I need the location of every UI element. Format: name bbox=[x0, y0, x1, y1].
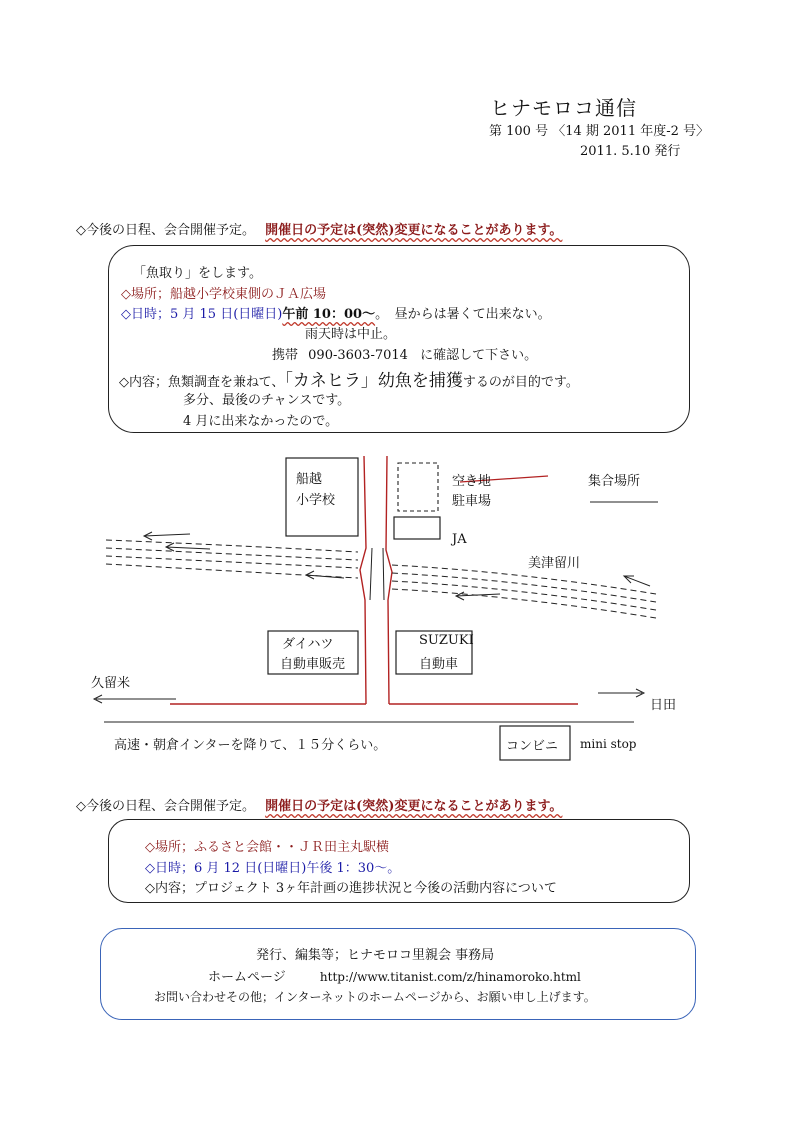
event-content-highlight: 「カネヒラ」幼魚を捕獲 bbox=[284, 371, 463, 391]
issue-date: 2011. 5.10 発行 bbox=[580, 144, 681, 159]
schedule-notice: 開催日の予定は(突然)変更になることがあります。 bbox=[265, 223, 563, 238]
event-content-3: 4 月に出来なかったので。 bbox=[183, 414, 339, 429]
map-ministop: mini stop bbox=[580, 737, 637, 751]
empty-lot bbox=[398, 463, 438, 511]
map-ja: JA bbox=[452, 532, 467, 547]
event-content-2: 多分、最後のチャンスです。 bbox=[183, 393, 351, 408]
event-datetime-note: 。 昼からは暑くて出来ない。 bbox=[375, 307, 551, 322]
meeting-content: ◇内容；プロジェクト 3ヶ年計画の進捗状況と今後の活動内容について bbox=[145, 881, 557, 896]
event-datetime-time: 午前 10：00～ bbox=[282, 307, 376, 322]
map-school-1: 船越 bbox=[296, 472, 323, 487]
map-daihatsu-1: ダイハツ bbox=[282, 637, 334, 652]
map-conbini: コンビニ bbox=[506, 739, 559, 754]
map-lot-2: 駐車場 bbox=[452, 494, 492, 509]
footer-inquiry: お問い合わせその他；インターネットのホームページから、お願い申し上げます。 bbox=[154, 990, 596, 1004]
event-place: ◇場所；船越小学校東側のＪＡ広場 bbox=[121, 287, 326, 302]
map-river: 美津留川 bbox=[528, 556, 581, 571]
phone-note: に確認して下さい。 bbox=[420, 348, 538, 363]
phone-label: 携帯 bbox=[272, 348, 299, 363]
bridge-left bbox=[370, 548, 372, 600]
phone-number: 090-3603-7014 bbox=[308, 348, 408, 363]
rain-note: 雨天時は中止。 bbox=[305, 327, 397, 342]
event-title: 「魚取り」をします。 bbox=[133, 266, 262, 281]
road-right-edge bbox=[386, 456, 392, 704]
footer-homepage bbox=[208, 966, 581, 985]
schedule-notice-2: 開催日の予定は(突然)変更になることがあります。 bbox=[265, 799, 563, 814]
road-left-edge bbox=[360, 456, 366, 704]
river-west bbox=[106, 540, 358, 578]
schedule-heading-label: ◇今後の日程、会合開催予定。 bbox=[76, 223, 255, 238]
schedule-heading-2-label: ◇今後の日程、会合開催予定。 bbox=[76, 799, 255, 814]
river-east bbox=[392, 565, 656, 618]
bridge-right bbox=[383, 548, 384, 600]
map-daihatsu-2: 自動車販売 bbox=[280, 657, 346, 672]
event-datetime-date: ◇日時；5 月 15 日(日曜日) bbox=[121, 307, 283, 322]
newsletter-title: ヒナモロコ通信 bbox=[490, 96, 637, 120]
map-hita: 日田 bbox=[650, 698, 677, 713]
ja-building bbox=[394, 517, 440, 539]
footer-homepage-link[interactable]: http://www.titanist.com/z/hinamoroko.html bbox=[319, 970, 581, 984]
event-content-tail: するのが目的です。 bbox=[462, 375, 579, 390]
map-suzuki-1: SUZUKI bbox=[419, 633, 474, 648]
map-suzuki-2: 自動車 bbox=[419, 657, 459, 672]
map-meeting: 集合場所 bbox=[588, 474, 641, 489]
map-lot-1: 空き地 bbox=[452, 474, 492, 489]
event-content-label: ◇内容；魚類調査を兼ねて、 bbox=[119, 375, 285, 390]
meeting-place: ◇場所；ふるさと会館・・ＪＲ田主丸駅横 bbox=[145, 840, 389, 855]
schedule-heading-2 bbox=[76, 795, 562, 814]
map-school-2: 小学校 bbox=[296, 493, 336, 508]
footer-publisher: 発行、編集等；ヒナモロコ里親会 事務局 bbox=[256, 948, 495, 963]
meeting-datetime: ◇日時；6 月 12 日(日曜日)午後 1：30～。 bbox=[145, 861, 401, 876]
map-access: 高速・朝倉インターを降りて、１５分くらい。 bbox=[114, 738, 387, 753]
footer-homepage-label: ホームページ bbox=[208, 970, 286, 985]
issue-number: 第 100 号 〈14 期 2011 年度-2 号〉 bbox=[489, 124, 710, 139]
map-kurume: 久留米 bbox=[91, 676, 131, 691]
